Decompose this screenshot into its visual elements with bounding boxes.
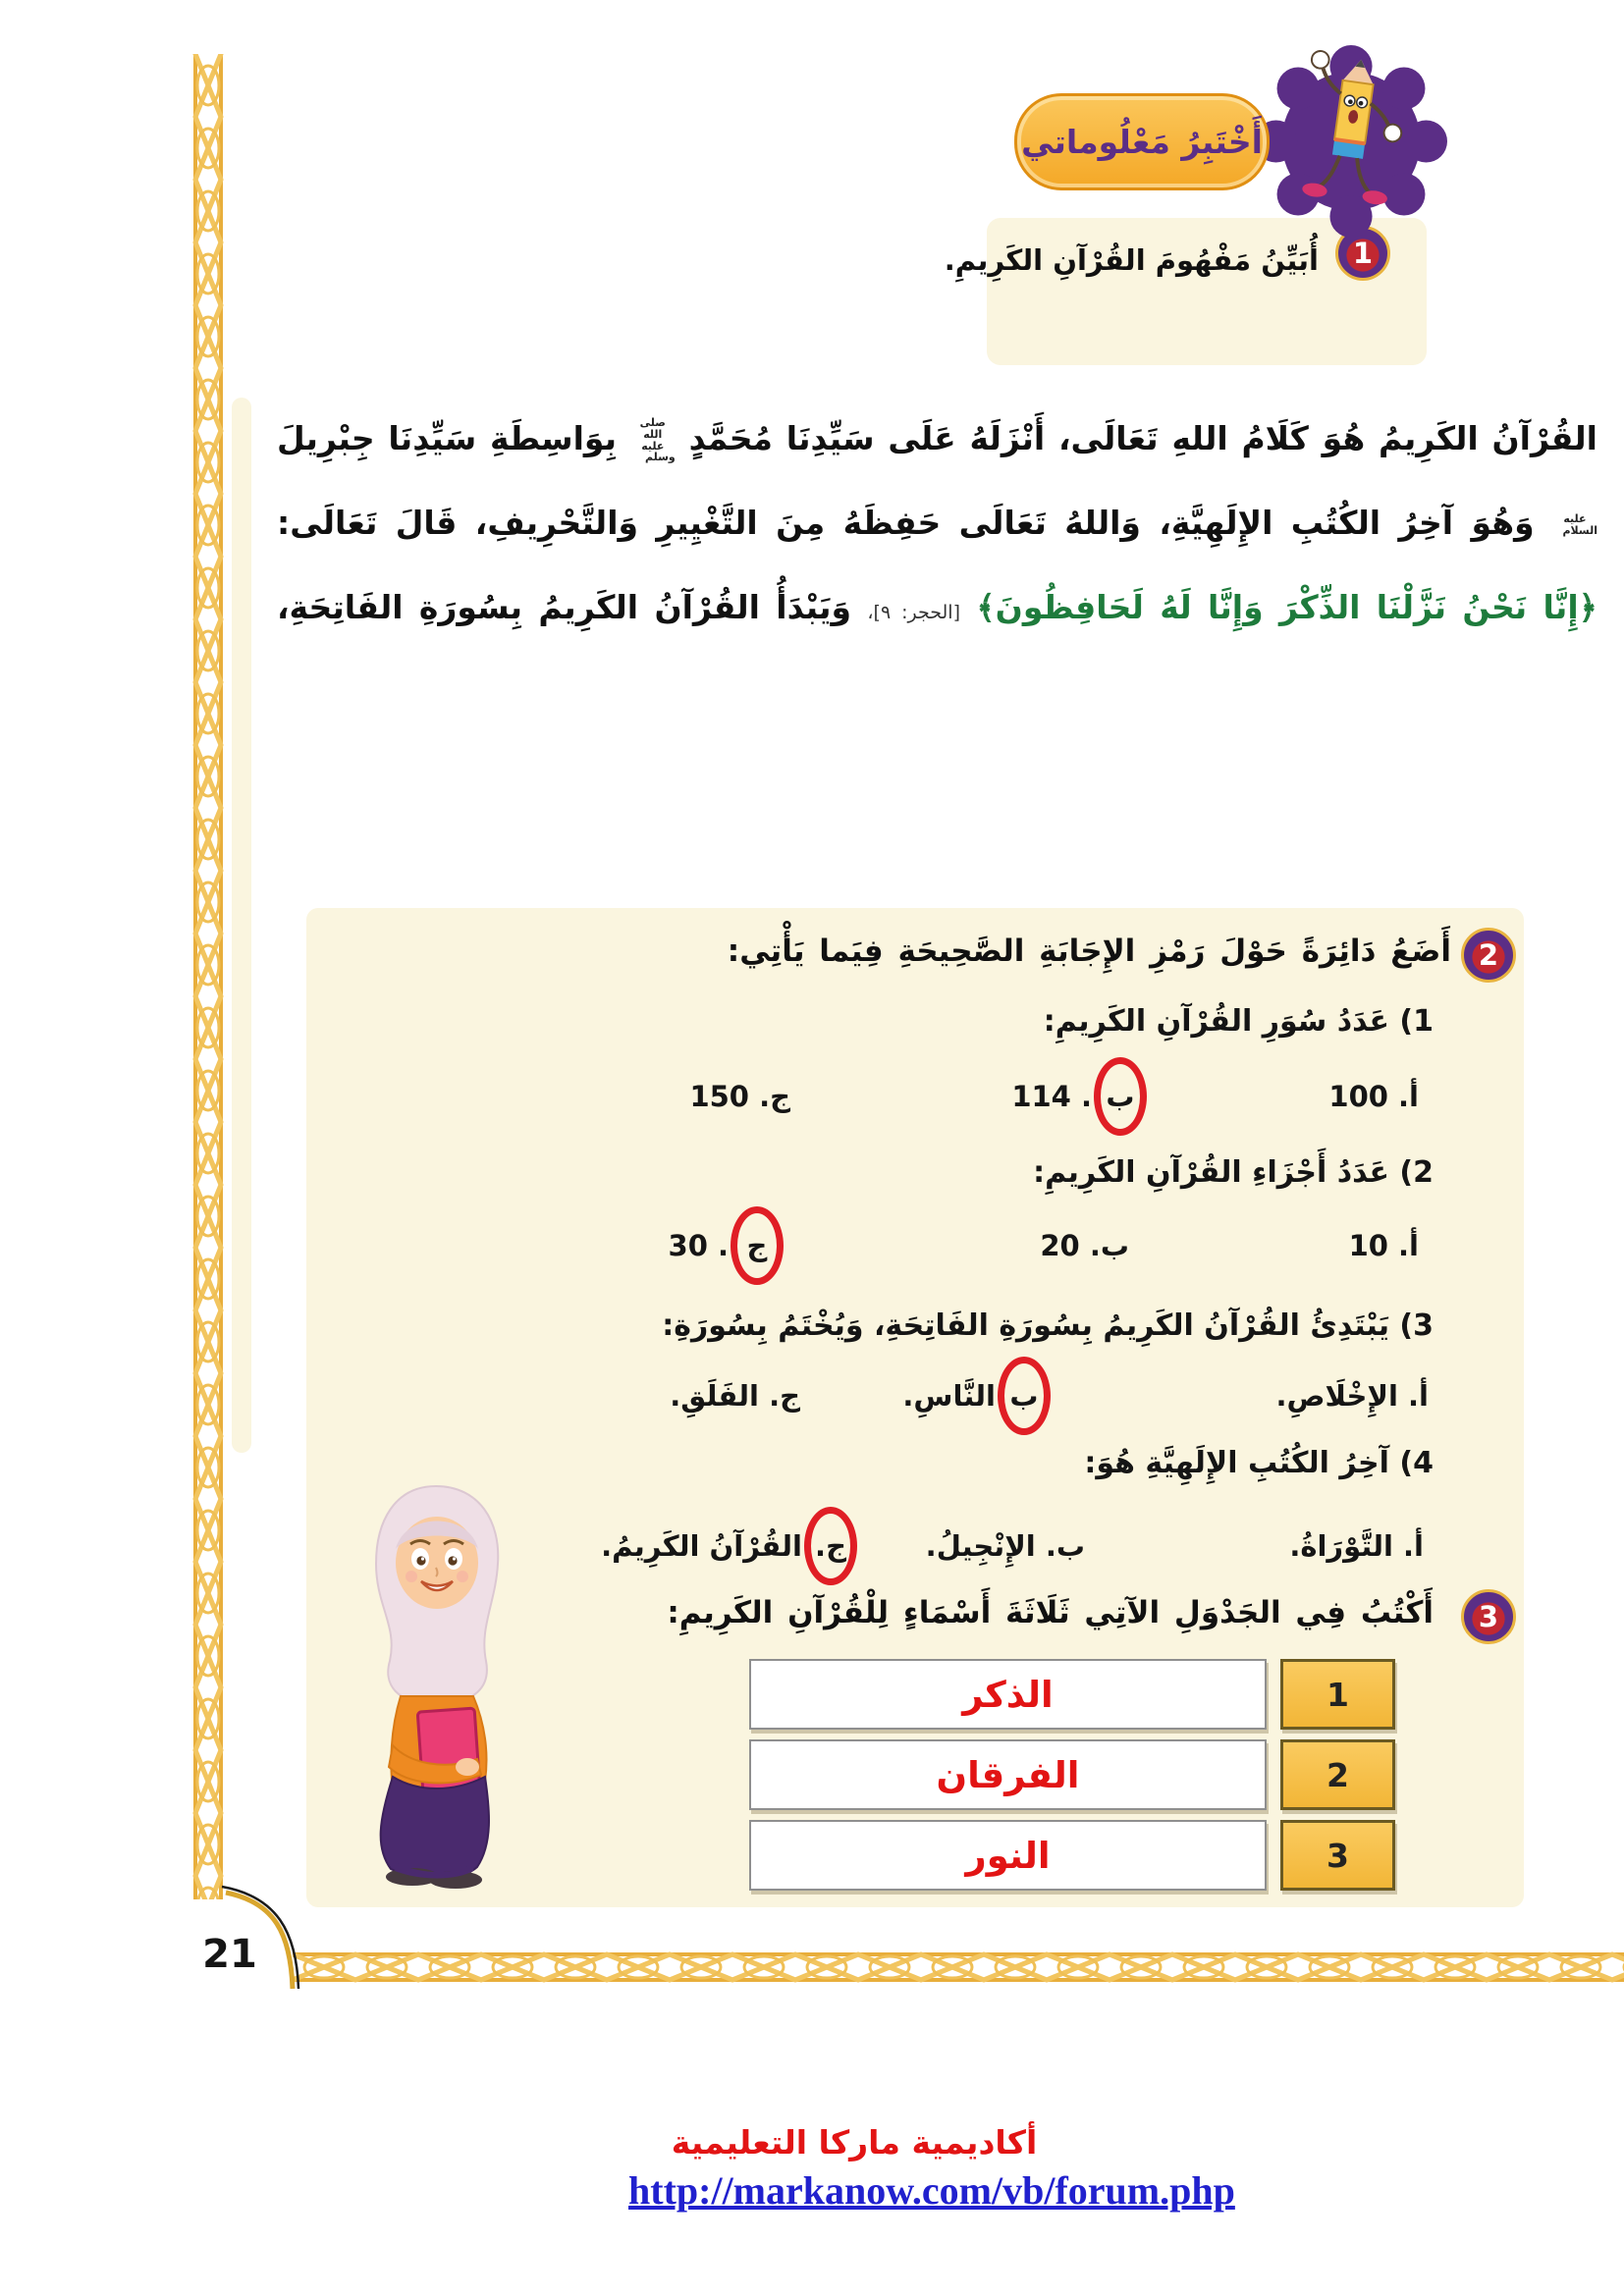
mcq-1-option-b[interactable] (982, 1055, 1149, 1138)
bottom-chain-border (293, 1951, 1624, 1983)
footer-academy-name: أكاديمية ماركا التعليمية (671, 2123, 1038, 2162)
mcq-1-prompt: 1) عَدَدُ سُوَرِ القُرْآنِ الكَرِيمِ: (1043, 1004, 1434, 1039)
question-3-number-badge: 3 (1461, 1589, 1516, 1644)
mcq-1-option-c[interactable]: ج. 150 (689, 1080, 790, 1113)
mcq-3-prompt: 3) يَبْتَدِئُ القُرْآنُ الكَرِيمُ بِسُورَةِ الفَاتِحَةِ، وَيُخْتَمُ بِسُورَةِ: (662, 1308, 1434, 1343)
mcq-4-option-c-value: القُرْآنُ الكَرِيمُ. (601, 1529, 802, 1563)
paragraph-line-3 (277, 565, 1597, 655)
paragraph-line-2 (277, 481, 1597, 565)
paragraph-line-2-text: وَهُوَ آخِرُ الكُتُبِ الإِلَهِيَّةِ، وَاللهُ تَعَالَى حَفِظَهُ مِنَ التَّغْيِيرِ وَالتَّحْرِيفِ، قَالَ تَعَالَى: (277, 504, 1535, 542)
mcq-1-option-b-letter: ب (1106, 1080, 1135, 1113)
paragraph-line-1-end: بِوَاسِطَةِ سَيِّدِنَا جِبْرِيلَ (277, 419, 617, 457)
mcq-2-option-b[interactable]: ب. 20 (1040, 1229, 1129, 1262)
paragraph-line-3-text: وَيَبْدَأُ القُرْآنُ الكَرِيمُ بِسُورَةِ الفَاتِحَةِ، (277, 588, 852, 626)
mcq-3-option-a[interactable]: أ. الإِخْلَاصِ. (1275, 1379, 1429, 1413)
table-row-number: 1 (1280, 1659, 1395, 1730)
mcq-3-option-b-letter: ب (1009, 1379, 1039, 1413)
mcq-2-option-c-letter: ج (746, 1229, 768, 1262)
quran-verse: ﴿إِنَّا نَحْنُ نَزَّلْنَا الذِّكْرَ وَإِنَّا لَهُ لَحَافِظُونَ﴾ (976, 588, 1597, 626)
table-row-number: 3 (1280, 1820, 1395, 1891)
question-3-title: أَكْتُبُ فِي الجَدْوَلِ الآتِي ثَلَاثَةَ أَسْمَاءٍ لِلْقُرْآنِ الكَرِيمِ: (667, 1595, 1434, 1630)
mcq-1-option-a[interactable]: أ. 100 (1328, 1080, 1419, 1113)
question-1-text: أُبَيِّنُ مَفْهُومَ القُرْآنِ الكَرِيمِ. (944, 243, 1319, 277)
left-chain-border (192, 54, 224, 1899)
page-number: 21 (202, 1932, 257, 1977)
mcq-2-prompt: 2) عَدَدُ أَجْزَاءِ القُرْآنِ الكَرِيمِ: (1033, 1155, 1434, 1190)
question-2-title: أَضَعُ دَائِرَةً حَوْلَ رَمْزِ الإِجَابَةِ الصَّحِيحَةِ فِيَما يَأْتِي: (727, 934, 1451, 969)
verse-reference: [الحجر: ٩]، (867, 602, 960, 623)
table-answer-text: النور (965, 1834, 1051, 1877)
pencil-mascot-icon (1255, 45, 1447, 238)
answer-circle-icon (731, 1206, 784, 1285)
paragraph-line-1 (277, 397, 1597, 481)
answer-circle-icon (804, 1507, 857, 1585)
pbuh-symbol: صلى الله عليه وسلم (639, 416, 676, 464)
banner-label: أَخْتَبِرُ مَعْلُوماتي (1021, 123, 1263, 161)
mcq-2-option-c-value: . 30 (668, 1229, 729, 1262)
chain-pattern-vertical-icon (192, 54, 224, 1899)
left-accent-strip (232, 398, 251, 1453)
student-girl-illustration (350, 1468, 526, 1895)
chain-pattern-horizontal-icon (293, 1951, 1624, 1983)
table-answer-text: الفرقان (936, 1753, 1080, 1796)
girl-hijab-icon (350, 1468, 526, 1895)
mcq-4-prompt: 4) آخِرُ الكُتُبِ الإِلَهِيَّةِ هُوَ: (1084, 1446, 1434, 1480)
test-my-knowledge-banner (1014, 93, 1270, 190)
mcq-4-option-c[interactable] (535, 1505, 859, 1587)
footer-forum-link[interactable]: http://markanow.com/vb/forum.php (628, 2168, 1235, 2213)
table-answer-text: الذكر (962, 1673, 1054, 1716)
mcq-3-option-b-value: النَّاسِ. (902, 1379, 996, 1413)
mcq-2-option-a[interactable]: أ. 10 (1348, 1229, 1419, 1262)
question-2-number-badge: 2 (1461, 928, 1516, 983)
answer-circle-icon (998, 1357, 1051, 1435)
table-answer-box[interactable] (749, 1659, 1267, 1730)
mcq-4-option-b[interactable]: ب. الإِنْجِيلُ. (925, 1529, 1085, 1563)
intro-paragraph (277, 397, 1597, 655)
mcq-1-option-b-value: . 114 (1011, 1080, 1092, 1113)
mcq-4-option-c-letter: ج. (815, 1529, 846, 1563)
mcq-4-option-a[interactable]: أ. التَّوْرَاةُ. (1289, 1529, 1424, 1563)
paragraph-line-1-text: القُرْآنُ الكَرِيمُ هُوَ كَلَامُ اللهِ تَعَالَى، أَنْزَلَهُ عَلَى سَيِّدِنَا مُحَمَّدٍ (688, 419, 1597, 457)
mcq-3-option-c[interactable]: ج. الفَلَقِ. (670, 1379, 800, 1413)
header-badge-blob (1255, 45, 1447, 238)
question-1-box (944, 218, 1427, 365)
alayhi-assalam-symbol: عليه السلام (1562, 511, 1597, 537)
mcq-2-option-c[interactable] (628, 1204, 785, 1287)
table-answer-box[interactable] (749, 1739, 1267, 1810)
mcq-3-option-b[interactable] (812, 1355, 1053, 1437)
question-1-number-badge: 1 (1335, 226, 1390, 281)
answer-circle-icon (1094, 1057, 1147, 1136)
table-row-number: 2 (1280, 1739, 1395, 1810)
table-answer-box[interactable] (749, 1820, 1267, 1891)
